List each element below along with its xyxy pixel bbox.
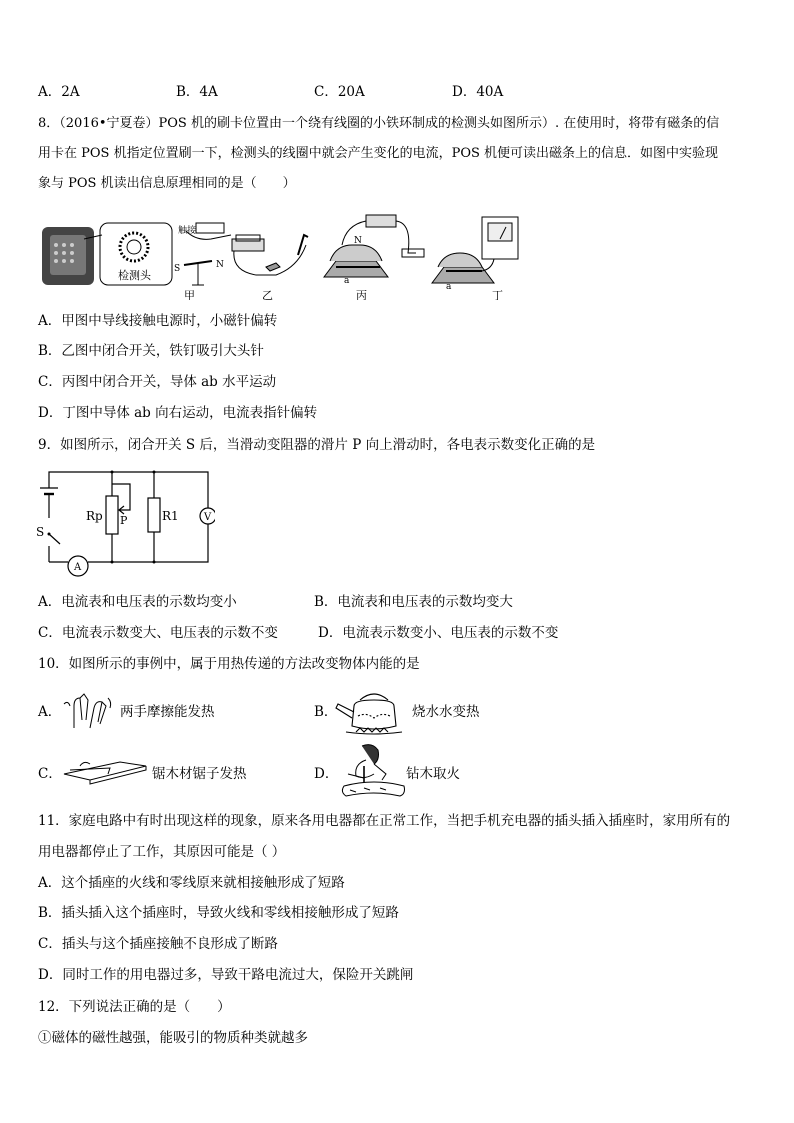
fig-yi-label: 乙 <box>262 289 273 300</box>
q9-option-a: A．电流表和电压表的示数均变小 <box>38 594 237 610</box>
q9-stem: 9．如图所示，闭合开关 S 后，当滑动变阻器的滑片 P 向上滑动时，各电表示数变化正确的是 <box>38 437 596 453</box>
q11-stem-line-2: 用电器都停止了工作，其原因可能是（ ） <box>38 844 286 860</box>
touch-label: 触接 <box>178 226 197 236</box>
a-label2: a <box>446 282 452 292</box>
q10-option-c-text: 锯木材锯子发热 <box>152 766 247 782</box>
q9-option-b: B．电流表和电压表的示数均变大 <box>314 594 513 610</box>
a-label: a <box>344 276 350 286</box>
voltmeter-label: V <box>204 512 212 523</box>
q8-option-c: C．丙图中闭合开关，导体 ab 水平运动 <box>38 374 277 390</box>
q7-option-a: A．2A <box>38 84 80 100</box>
fig-yi <box>232 235 308 300</box>
q11-option-d: D．同时工作的用电器过多，导致干路电流过大，保险开关跳闸 <box>38 967 414 983</box>
q7-option-b: B．4A <box>176 84 218 100</box>
fig-ding <box>432 217 518 300</box>
q10-option-a-letter: A． <box>38 704 62 720</box>
drilling-fire-image <box>334 740 410 802</box>
q8-figure <box>36 205 526 300</box>
q7-option-c: C．20A <box>314 84 365 100</box>
q8-stem-line-3: 象与 POS 机读出信息原理相同的是（ ） <box>38 176 296 191</box>
q10-option-b-letter: B． <box>314 704 338 720</box>
q8-option-b: B．乙图中闭合开关，铁钉吸引大头针 <box>38 343 264 359</box>
q7-option-d: D．40A <box>452 84 504 100</box>
fig-jia-label: 甲 <box>184 289 195 300</box>
fig-bing-label: 丙 <box>356 289 367 300</box>
kettle-image <box>334 686 410 736</box>
r1-label: R1 <box>162 509 179 523</box>
q10-option-c-letter: C． <box>38 766 62 782</box>
q8-option-d: D．丁图中导体 ab 向右运动，电流表指针偏转 <box>38 405 318 421</box>
q11-stem-line-1: 11．家庭电路中有时出现这样的现象，原来各用电器都在正常工作，当把手机充电器的插头插入插座时，家用所有的 <box>38 813 731 829</box>
q11-option-b: B．插头插入这个插座时，导致火线和零线相接触形成了短路 <box>38 905 399 921</box>
sawing-wood-image <box>60 754 150 788</box>
n-pole2-label: N <box>354 236 362 246</box>
q10-option-d-letter: D． <box>314 766 339 782</box>
n-pole-label: N <box>216 260 224 270</box>
rp-label: Rp <box>86 509 103 523</box>
q10-option-a-text: 两手摩擦能发热 <box>120 704 215 720</box>
q10-option-b-text: 烧水水变热 <box>412 704 480 720</box>
rubbing-hands-image <box>60 690 114 732</box>
q11-option-a: A．这个插座的火线和零线原来就相接触形成了短路 <box>38 875 345 891</box>
q11-option-c: C．插头与这个插座接触不良形成了断路 <box>38 936 278 952</box>
detector-coil-image <box>100 223 172 285</box>
q9-option-d: D．电流表示数变小、电压表的示数不变 <box>318 625 559 641</box>
q8-option-a: A．甲图中导线接触电源时，小磁针偏转 <box>38 313 278 329</box>
fig-bing <box>324 215 424 300</box>
q12-stem: 12．下列说法正确的是（ ） <box>38 999 231 1015</box>
q9-circuit-diagram <box>30 462 215 582</box>
q9-option-c: C．电流表示数变大、电压表的示数不变 <box>38 625 278 641</box>
s-pole-label: S <box>174 264 181 274</box>
switch-label: S <box>36 525 45 539</box>
p-label: P <box>120 514 128 527</box>
q8-stem-line-1: 8．（2016•宁夏卷）POS 机的刷卡位置由一个绕有线圈的小铁环制成的检测头如图所示）. 在使用时，将带有磁条的信 <box>38 116 720 131</box>
q8-stem-line-2: 用卡在 POS 机指定位置刷一下，检测头的线圈中就会产生变化的电流，POS 机便可读出磁条上的信息．如图中实验现 <box>38 146 719 161</box>
ammeter-label: A <box>74 562 82 573</box>
fig-ding-label: 丁 <box>492 289 503 300</box>
detector-label: 检测头 <box>118 269 151 282</box>
q12-item-1: ①磁体的磁性越强，能吸引的物质种类就越多 <box>38 1030 308 1046</box>
q10-option-d-text: 钻木取火 <box>406 766 460 782</box>
pos-machine-image <box>42 227 102 285</box>
q10-stem: 10．如图所示的事例中，属于用热传递的方法改变物体内能的是 <box>38 656 420 672</box>
fig-jia <box>174 223 231 300</box>
